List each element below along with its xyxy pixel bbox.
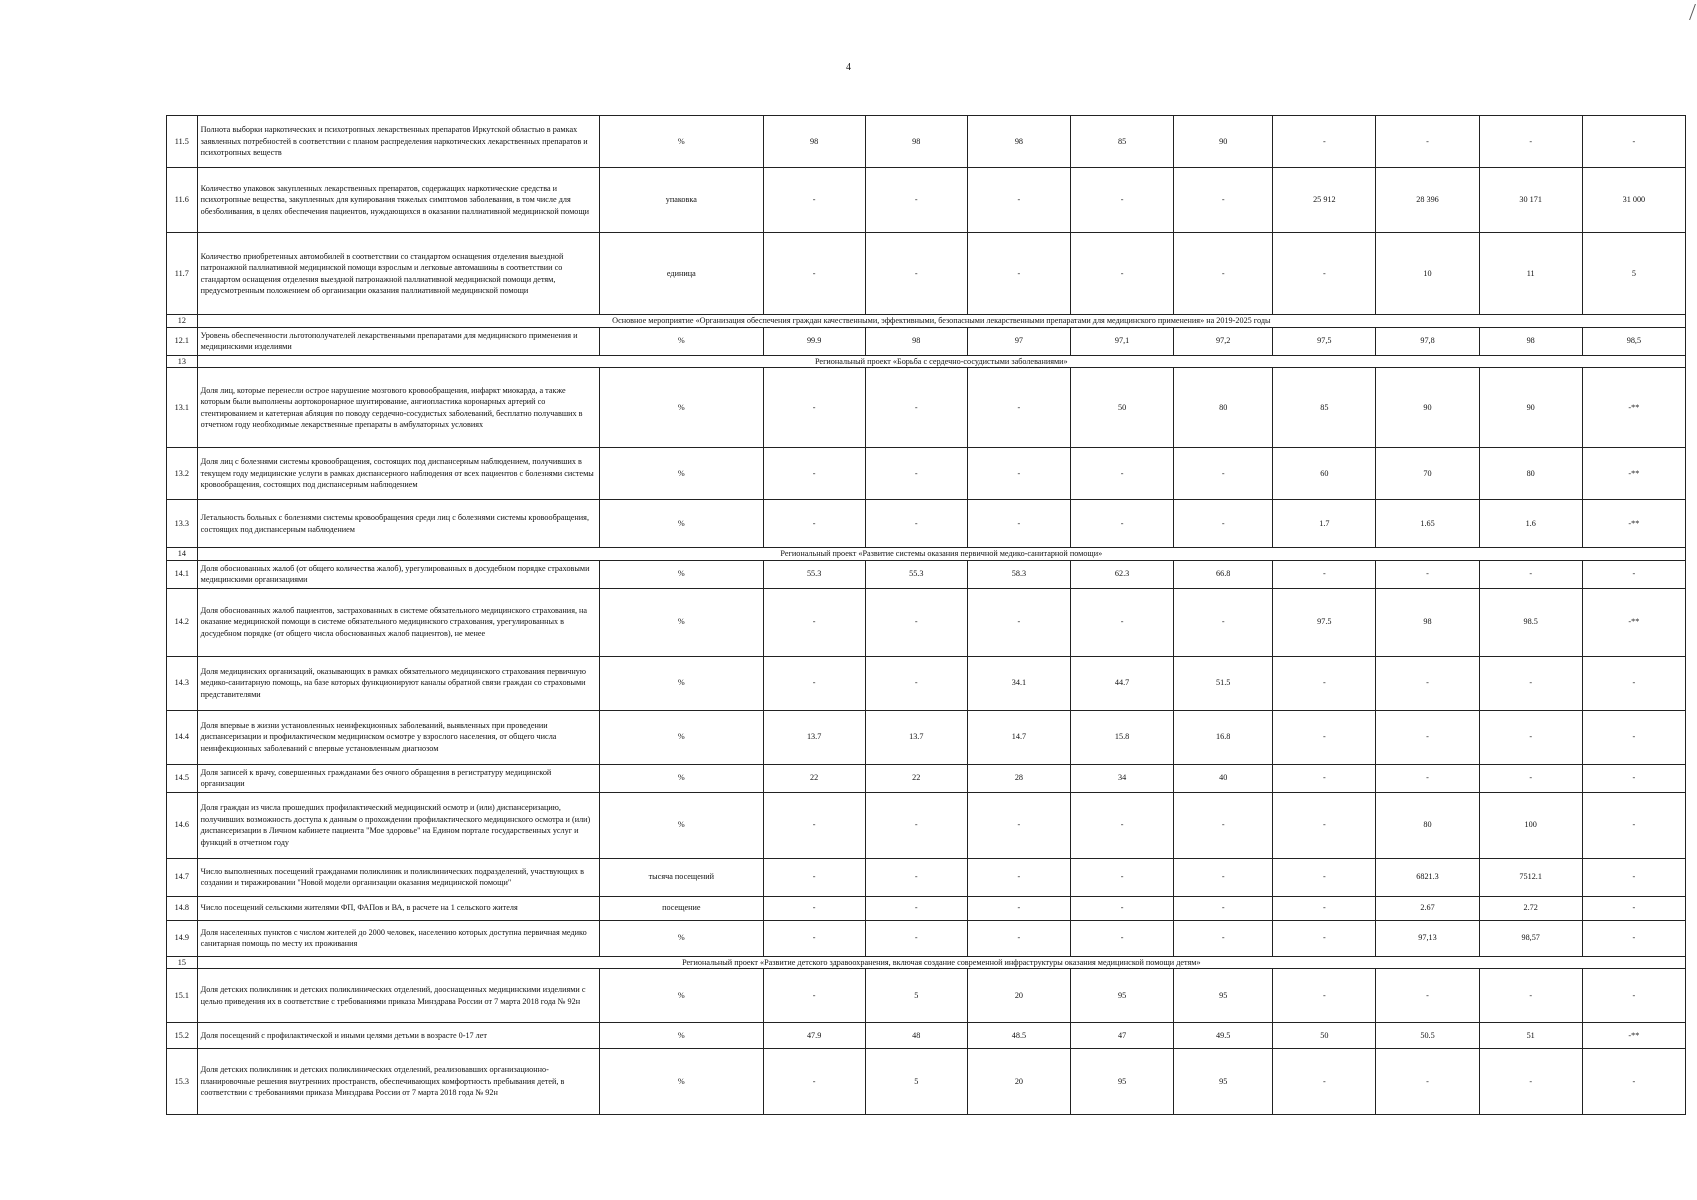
- unit-cell: %: [600, 588, 763, 656]
- row-number: 11.6: [167, 168, 198, 233]
- value-cell: -: [1273, 969, 1376, 1023]
- value-cell: -: [1273, 920, 1376, 956]
- value-cell: 34: [1071, 764, 1174, 792]
- value-cell: -: [865, 368, 967, 448]
- value-cell: -: [763, 792, 865, 858]
- value-cell: 97,2: [1174, 327, 1273, 355]
- unit-cell: единица: [600, 233, 763, 315]
- value-cell: -: [1174, 233, 1273, 315]
- value-cell: -: [1376, 764, 1479, 792]
- value-cell: 20: [967, 1049, 1070, 1115]
- unit-cell: посещение: [600, 896, 763, 920]
- value-cell: -: [763, 1049, 865, 1115]
- unit-cell: %: [600, 764, 763, 792]
- section-row: [167, 315, 1686, 328]
- indicator-name: Доля медицинских организаций, оказывающих в рамках обязательного медицинского страхования первичную медико-санитарную помощь, на базе которых функционируют каналы обратной связи граждан со страховыми представителями: [197, 656, 599, 710]
- value-cell: -: [967, 368, 1070, 448]
- value-cell: -: [865, 448, 967, 500]
- value-cell: 95: [1071, 1049, 1174, 1115]
- value-cell: 20: [967, 969, 1070, 1023]
- value-cell: 34.1: [967, 656, 1070, 710]
- table-row: [167, 969, 1686, 1023]
- value-cell: -: [763, 368, 865, 448]
- value-cell: 80: [1376, 792, 1479, 858]
- value-cell: 1.6: [1479, 500, 1582, 548]
- row-number: 13.1: [167, 368, 198, 448]
- value-cell: 55.3: [865, 560, 967, 588]
- value-cell: 60: [1273, 448, 1376, 500]
- indicator-name: Доля граждан из числа прошедших профилактический медицинский осмотр и (или) диспансеризацию, получивших возможность доступа к данным о прохождении профилактического медицинского осмотра и (или) диспансеризации в Личном кабинете пациента "Мое здоровье" на Едином портале государственных услуг и функций в отчетном году: [197, 792, 599, 858]
- indicator-name: Доля населенных пунктов с числом жителей до 2000 человек, населению которых доступна первичная медико санитарная помощь по месту их проживания: [197, 920, 599, 956]
- value-cell: -: [763, 858, 865, 896]
- value-cell: -: [967, 896, 1070, 920]
- value-cell: 13.7: [763, 710, 865, 764]
- value-cell: -: [763, 168, 865, 233]
- value-cell: 95: [1174, 1049, 1273, 1115]
- value-cell: -: [1582, 920, 1685, 956]
- value-cell: 51: [1479, 1023, 1582, 1049]
- unit-cell: %: [600, 969, 763, 1023]
- row-number: 14.5: [167, 764, 198, 792]
- indicator-name: Доля обоснованных жалоб (от общего количества жалоб), урегулированных в досудебном порядке страховыми медицинскими организациями: [197, 560, 599, 588]
- section-row: [167, 956, 1686, 969]
- value-cell: 98.5: [1479, 588, 1582, 656]
- indicator-name: Доля впервые в жизни установленных неинфекционных заболеваний, выявленных при проведении диспансеризации и профилактическом медицинском осмотре у взрослого населения, от общего числа неинфекционных заболеваний с впервые установленным диагнозом: [197, 710, 599, 764]
- value-cell: -: [1071, 448, 1174, 500]
- unit-cell: %: [600, 1023, 763, 1049]
- section-row: [167, 548, 1686, 561]
- value-cell: 98: [865, 116, 967, 168]
- table-body: [167, 116, 1686, 1115]
- value-cell: 44.7: [1071, 656, 1174, 710]
- value-cell: -: [1582, 656, 1685, 710]
- value-cell: 85: [1273, 368, 1376, 448]
- indicator-name: Доля лиц, которые перенесли острое нарушение мозгового кровообращения, инфаркт миокарда, а также которым были выполнены аортокоронарное шунтирование, ангиопластика коронарных артерий со стентированием и катетерная абляция по поводу сердечно-сосудистых заболеваний, бесплатно получавших в отчетном году необходимые лекарственные препараты в амбулаторных условиях: [197, 368, 599, 448]
- value-cell: -: [763, 233, 865, 315]
- value-cell: -: [865, 656, 967, 710]
- value-cell: -: [1071, 588, 1174, 656]
- indicator-name: Летальность больных с болезнями системы кровообращения среди лиц с болезнями системы кровообращения, состоящих под диспансерным наблюдением: [197, 500, 599, 548]
- table-row: [167, 920, 1686, 956]
- indicator-name: Доля детских поликлиник и детских поликлинических отделений, дооснащенных медицинскими изделиями с целью приведения их в соответствие с требованиями приказа Минздрава России от 7 марта 2018 года № 92н: [197, 969, 599, 1023]
- value-cell: 90: [1479, 368, 1582, 448]
- value-cell: 40: [1174, 764, 1273, 792]
- value-cell: -: [967, 792, 1070, 858]
- value-cell: -: [1174, 858, 1273, 896]
- row-number: 11.5: [167, 116, 198, 168]
- row-number: 15.2: [167, 1023, 198, 1049]
- value-cell: -: [1174, 896, 1273, 920]
- table-row: [167, 710, 1686, 764]
- value-cell: -: [1071, 920, 1174, 956]
- value-cell: -: [1582, 560, 1685, 588]
- table-row: [167, 368, 1686, 448]
- value-cell: 97,8: [1376, 327, 1479, 355]
- row-number: 14.4: [167, 710, 198, 764]
- value-cell: -: [1479, 764, 1582, 792]
- value-cell: -: [1071, 858, 1174, 896]
- value-cell: -: [1376, 560, 1479, 588]
- indicator-name: Число выполненных посещений гражданами поликлиник и поликлинических подразделений, участвующих в создании и тиражировании "Новой модели организации оказания медицинской помощи": [197, 858, 599, 896]
- section-title: Региональный проект «Развитие системы оказания первичной медико-санитарной помощи»: [197, 548, 1685, 561]
- value-cell: -: [1174, 792, 1273, 858]
- table-row: [167, 656, 1686, 710]
- value-cell: -: [1582, 792, 1685, 858]
- section-number: 15: [167, 956, 198, 969]
- value-cell: -: [1479, 656, 1582, 710]
- value-cell: 28: [967, 764, 1070, 792]
- value-cell: 70: [1376, 448, 1479, 500]
- value-cell: 98: [967, 116, 1070, 168]
- indicator-name: Количество упаковок закупленных лекарственных препаратов, содержащих наркотические средства и психотропные вещества, закупленных для купирования тяжелых симптомов заболевания, в том числе для обезболивания, в целях обеспечения пациентов, нуждающихся в оказании паллиативной медицинской помощи: [197, 168, 599, 233]
- value-cell: 97: [967, 327, 1070, 355]
- value-cell: 90: [1376, 368, 1479, 448]
- value-cell: -: [1071, 792, 1174, 858]
- value-cell: 1.65: [1376, 500, 1479, 548]
- value-cell: -: [865, 896, 967, 920]
- value-cell: -: [1376, 656, 1479, 710]
- value-cell: 98: [865, 327, 967, 355]
- value-cell: 16.8: [1174, 710, 1273, 764]
- table-row: [167, 500, 1686, 548]
- value-cell: -: [1582, 1049, 1685, 1115]
- value-cell: 85: [1071, 116, 1174, 168]
- row-number: 13.2: [167, 448, 198, 500]
- value-cell: -: [1273, 896, 1376, 920]
- value-cell: 50.5: [1376, 1023, 1479, 1049]
- value-cell: -**: [1582, 368, 1685, 448]
- value-cell: -: [1273, 764, 1376, 792]
- value-cell: -: [1479, 1049, 1582, 1115]
- section-number: 12: [167, 315, 198, 328]
- section-number: 14: [167, 548, 198, 561]
- value-cell: 97.5: [1273, 588, 1376, 656]
- row-number: 15.3: [167, 1049, 198, 1115]
- value-cell: 98: [1479, 327, 1582, 355]
- value-cell: -: [865, 588, 967, 656]
- value-cell: 5: [865, 1049, 967, 1115]
- page-number: 4: [846, 62, 851, 73]
- value-cell: 30 171: [1479, 168, 1582, 233]
- value-cell: -: [1479, 116, 1582, 168]
- indicator-name: Уровень обеспеченности льготополучателей лекарственными препаратами для медицинского применения и медицинскими изделиями: [197, 327, 599, 355]
- value-cell: 7512.1: [1479, 858, 1582, 896]
- value-cell: -: [1273, 656, 1376, 710]
- table-row: [167, 327, 1686, 355]
- value-cell: -: [763, 448, 865, 500]
- section-title: Региональный проект «Развитие детского здравоохранения, включая создание современной инфраструктуры оказания медицинской помощи детям»: [197, 956, 1685, 969]
- value-cell: 98: [763, 116, 865, 168]
- value-cell: -: [1174, 920, 1273, 956]
- value-cell: 48: [865, 1023, 967, 1049]
- value-cell: -: [967, 448, 1070, 500]
- table-row: [167, 588, 1686, 656]
- value-cell: -: [1273, 792, 1376, 858]
- unit-cell: %: [600, 116, 763, 168]
- row-number: 14.6: [167, 792, 198, 858]
- value-cell: 5: [865, 969, 967, 1023]
- value-cell: -: [865, 500, 967, 548]
- value-cell: -: [1582, 764, 1685, 792]
- value-cell: -: [1174, 500, 1273, 548]
- value-cell: -: [1582, 969, 1685, 1023]
- value-cell: -: [1273, 233, 1376, 315]
- table-row: [167, 764, 1686, 792]
- value-cell: -: [1273, 710, 1376, 764]
- value-cell: -: [1582, 116, 1685, 168]
- value-cell: -: [1174, 168, 1273, 233]
- row-number: 14.3: [167, 656, 198, 710]
- value-cell: -: [967, 858, 1070, 896]
- unit-cell: упаковка: [600, 168, 763, 233]
- value-cell: -: [967, 233, 1070, 315]
- value-cell: -**: [1582, 1023, 1685, 1049]
- value-cell: 47: [1071, 1023, 1174, 1049]
- row-number: 14.9: [167, 920, 198, 956]
- value-cell: 15.8: [1071, 710, 1174, 764]
- value-cell: 90: [1174, 116, 1273, 168]
- value-cell: -: [1479, 560, 1582, 588]
- indicators-table: [166, 115, 1686, 1115]
- value-cell: -: [1273, 858, 1376, 896]
- value-cell: 80: [1174, 368, 1273, 448]
- section-title: Региональный проект «Борьба с сердечно-сосудистыми заболеваниями»: [197, 355, 1685, 368]
- value-cell: 95: [1071, 969, 1174, 1023]
- value-cell: -: [1582, 896, 1685, 920]
- value-cell: -: [1174, 588, 1273, 656]
- value-cell: -: [763, 500, 865, 548]
- value-cell: 28 396: [1376, 168, 1479, 233]
- value-cell: -: [763, 920, 865, 956]
- row-number: 14.7: [167, 858, 198, 896]
- value-cell: 25 912: [1273, 168, 1376, 233]
- unit-cell: %: [600, 1049, 763, 1115]
- row-number: 12.1: [167, 327, 198, 355]
- value-cell: -: [1376, 116, 1479, 168]
- value-cell: -: [865, 858, 967, 896]
- unit-cell: %: [600, 448, 763, 500]
- indicator-name: Доля обоснованных жалоб пациентов, застрахованных в системе обязательного медицинского страхования, на оказание медицинской помощи в системе обязательного медицинского страхования, урегулированных в досудебном порядке (от общего числа обоснованных жалоб пациентов), не менее: [197, 588, 599, 656]
- indicator-name: Доля детских поликлиник и детских поликлинических отделений, реализовавших организационно-планировочные решения внутренних пространств, обеспечивающих комфортность пребывания детей, в соответствии с требованиями приказа Минздрава России от 7 марта 2018 года № 92н: [197, 1049, 599, 1115]
- value-cell: -: [1582, 710, 1685, 764]
- value-cell: 31 000: [1582, 168, 1685, 233]
- value-cell: 62.3: [1071, 560, 1174, 588]
- value-cell: 14.7: [967, 710, 1070, 764]
- value-cell: 58.3: [967, 560, 1070, 588]
- unit-cell: %: [600, 792, 763, 858]
- value-cell: 95: [1174, 969, 1273, 1023]
- value-cell: -: [1273, 560, 1376, 588]
- section-row: [167, 355, 1686, 368]
- value-cell: -: [967, 168, 1070, 233]
- value-cell: -: [1479, 710, 1582, 764]
- value-cell: 22: [763, 764, 865, 792]
- unit-cell: %: [600, 368, 763, 448]
- value-cell: -: [865, 233, 967, 315]
- value-cell: -: [865, 792, 967, 858]
- row-number: 13.3: [167, 500, 198, 548]
- value-cell: 49.5: [1174, 1023, 1273, 1049]
- section-number: 13: [167, 355, 198, 368]
- value-cell: 2.72: [1479, 896, 1582, 920]
- value-cell: 2.67: [1376, 896, 1479, 920]
- unit-cell: %: [600, 327, 763, 355]
- value-cell: 51.5: [1174, 656, 1273, 710]
- table-row: [167, 116, 1686, 168]
- table-row: [167, 233, 1686, 315]
- value-cell: 48.5: [967, 1023, 1070, 1049]
- value-cell: -: [865, 920, 967, 956]
- value-cell: 97,1: [1071, 327, 1174, 355]
- table-row: [167, 168, 1686, 233]
- value-cell: 50: [1071, 368, 1174, 448]
- row-number: 15.1: [167, 969, 198, 1023]
- value-cell: -: [1376, 710, 1479, 764]
- value-cell: -: [763, 588, 865, 656]
- value-cell: 98,57: [1479, 920, 1582, 956]
- value-cell: -: [1376, 969, 1479, 1023]
- value-cell: -: [1273, 116, 1376, 168]
- table-row: [167, 896, 1686, 920]
- value-cell: 5: [1582, 233, 1685, 315]
- value-cell: 99.9: [763, 327, 865, 355]
- indicator-name: Доля посещений с профилактической и иными целями детьми в возрасте 0-17 лет: [197, 1023, 599, 1049]
- value-cell: 22: [865, 764, 967, 792]
- value-cell: -: [1071, 500, 1174, 548]
- row-number: 14.2: [167, 588, 198, 656]
- table-row: [167, 1023, 1686, 1049]
- value-cell: -: [1479, 969, 1582, 1023]
- value-cell: 80: [1479, 448, 1582, 500]
- unit-cell: %: [600, 560, 763, 588]
- table-row: [167, 1049, 1686, 1115]
- indicator-name: Количество приобретенных автомобилей в соответствии со стандартом оснащения отделения выездной патронажной паллиативной медицинской помощи взрослым и легковые автомашины в соответствии со стандартом оснащения отделения выездной патронажной паллиативной медицинской помощи детям, предусмотренным положением об организации оказания паллиативной медицинской помощи: [197, 233, 599, 315]
- value-cell: -: [1582, 858, 1685, 896]
- table-row: [167, 792, 1686, 858]
- value-cell: -: [1071, 896, 1174, 920]
- value-cell: 6821.3: [1376, 858, 1479, 896]
- table-row: [167, 858, 1686, 896]
- value-cell: -: [763, 896, 865, 920]
- section-title: Основное мероприятие «Организация обеспечения граждан качественными, эффективными, безопасными лекарственными препаратами для медицинского применения» на 2019-2025 годы: [197, 315, 1685, 328]
- value-cell: 13.7: [865, 710, 967, 764]
- value-cell: -**: [1582, 448, 1685, 500]
- unit-cell: %: [600, 500, 763, 548]
- value-cell: -: [1071, 233, 1174, 315]
- value-cell: -: [763, 656, 865, 710]
- row-number: 14.8: [167, 896, 198, 920]
- indicator-name: Доля лиц с болезнями системы кровообращения, состоящих под диспансерным наблюдением, получивших в текущем году медицинские услуги в рамках диспансерного наблюдения от всех пациентов с болезнями системы кровообращения, состоящих под диспансерным наблюдением: [197, 448, 599, 500]
- value-cell: 97,5: [1273, 327, 1376, 355]
- value-cell: -: [1174, 448, 1273, 500]
- value-cell: 10: [1376, 233, 1479, 315]
- value-cell: -: [967, 500, 1070, 548]
- value-cell: 98: [1376, 588, 1479, 656]
- table-row: [167, 448, 1686, 500]
- value-cell: -: [1071, 168, 1174, 233]
- row-number: 14.1: [167, 560, 198, 588]
- table-row: [167, 560, 1686, 588]
- value-cell: 47.9: [763, 1023, 865, 1049]
- value-cell: 100: [1479, 792, 1582, 858]
- indicator-name: Число посещений сельскими жителями ФП, ФАПов и ВА, в расчете на 1 сельского жителя: [197, 896, 599, 920]
- value-cell: -**: [1582, 588, 1685, 656]
- value-cell: 1.7: [1273, 500, 1376, 548]
- value-cell: 55.3: [763, 560, 865, 588]
- value-cell: 11: [1479, 233, 1582, 315]
- value-cell: -: [865, 168, 967, 233]
- value-cell: -: [1273, 1049, 1376, 1115]
- indicator-name: Доля записей к врачу, совершенных гражданами без очного обращения в регистратуру медицинской организации: [197, 764, 599, 792]
- value-cell: -: [967, 920, 1070, 956]
- value-cell: 98,5: [1582, 327, 1685, 355]
- value-cell: -**: [1582, 500, 1685, 548]
- unit-cell: тысяча посещений: [600, 858, 763, 896]
- corner-pen-mark: [1679, 4, 1696, 20]
- unit-cell: %: [600, 710, 763, 764]
- value-cell: 97,13: [1376, 920, 1479, 956]
- value-cell: -: [967, 588, 1070, 656]
- row-number: 11.7: [167, 233, 198, 315]
- unit-cell: %: [600, 656, 763, 710]
- unit-cell: %: [600, 920, 763, 956]
- value-cell: 50: [1273, 1023, 1376, 1049]
- value-cell: -: [1376, 1049, 1479, 1115]
- indicator-name: Полнота выборки наркотических и психотропных лекарственных препаратов Иркутской областью в рамках заявленных потребностей в соответствии с планом распределения наркотических лекарственных препаратов и психотропных веществ: [197, 116, 599, 168]
- value-cell: 66.8: [1174, 560, 1273, 588]
- value-cell: -: [763, 969, 865, 1023]
